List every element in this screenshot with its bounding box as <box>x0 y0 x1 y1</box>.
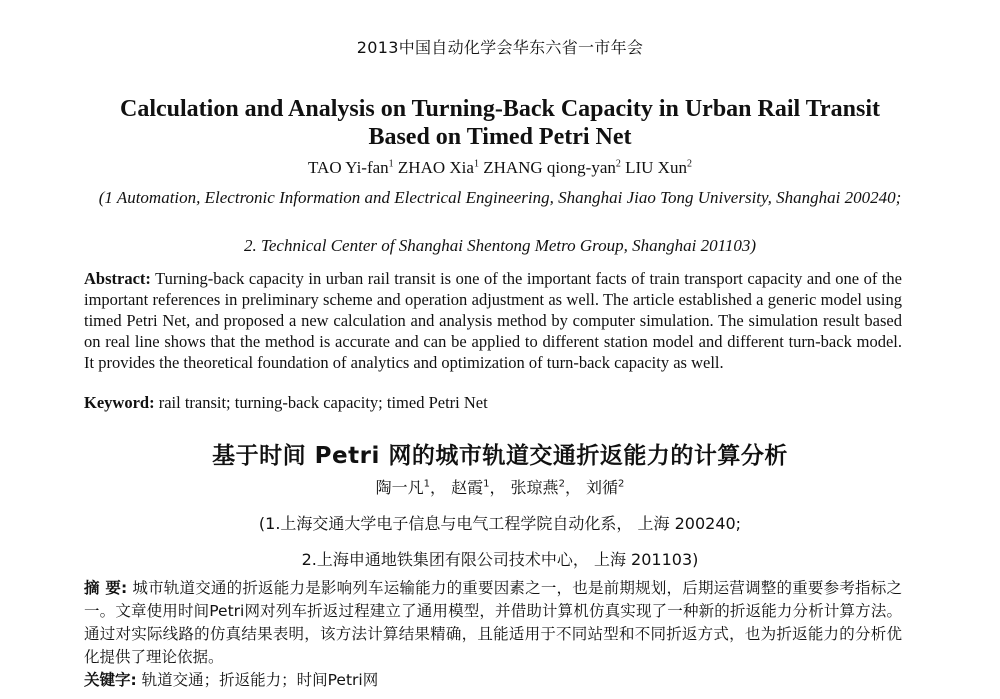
author-name: 刘循 <box>586 478 619 497</box>
english-title-line2: Based on Timed Petri Net <box>368 124 632 150</box>
chinese-abstract <box>84 577 902 669</box>
keyword-label: 关键字: <box>84 671 137 689</box>
author-name: 赵霞 <box>451 478 484 497</box>
author-aff: 1 <box>423 478 430 490</box>
keyword-text: rail transit; turning-back capacity; timed Petri Net <box>158 393 488 412</box>
author-aff: 1 <box>473 158 479 170</box>
chinese-affiliation-1: (1.上海交通大学电子信息与电气工程学院自动化系， 上海 200240; <box>258 514 742 533</box>
author-aff: 2 <box>615 158 621 170</box>
english-affiliation-2: 2. Technical Center of Shanghai Shentong Metro Group, Shanghai 201103) <box>243 236 756 255</box>
author-name: 陶一凡 <box>375 478 424 497</box>
english-abstract <box>84 268 902 373</box>
author-aff: 1 <box>483 478 490 490</box>
chinese-keywords <box>84 668 378 690</box>
author-name: 张琼燕 <box>510 478 559 497</box>
chinese-authors: 陶一凡$^1$， 赵霞$^1$， 张琼燕$^2$， 刘循$^2$ <box>375 478 625 497</box>
abstract-text: Turning-back capacity in urban rail transit is one of the important facts of train transport capacity and one of the important references in preliminary scheme and operation adjustment as well. The article established a generic model using timed Petri Net, and proposed a new calculation and analysis method by computer simulation. The simulation result based on real line shows that the method is accurate and can be applied to different station model and different turn-back model. It provides the theoretical foundation of analytics and optimization of turn-back capacity as well. <box>84 269 903 372</box>
chinese-title: 基于时间 Petri 网的城市轨道交通折返能力的计算分析 <box>212 443 788 469</box>
author-name: ZHANG qiong-yan <box>483 158 616 177</box>
abstract-label: Abstract: <box>84 269 151 288</box>
author-aff: 2 <box>618 478 625 490</box>
author-name: TAO Yi-fan <box>308 158 389 177</box>
abstract-text: 城市轨道交通的折返能力是影响列车运输能力的重要因素之一，也是前期规划，后期运营调整的重要参考指标之一。文章使用时间Petri网对列车折返过程建立了通用模型，并借助计算机仿真实现了一种新的折返能力分析计算方法。通过对实际线路的仿真结果表明，该方法计算结果精确，且能适用于不同站型和不同折返方式，也为折返能力的分析优化提供了理论依据。 <box>84 579 902 666</box>
english-keywords <box>84 393 488 413</box>
abstract-label: 摘 要: <box>84 579 128 597</box>
keyword-label: Keyword: <box>84 393 155 412</box>
author-name: ZHAO Xia <box>397 158 474 177</box>
author-aff: 1 <box>388 158 394 170</box>
author-name: LIU Xun <box>625 158 687 177</box>
english-affiliation-1: (1 Automation, Electronic Information and Electrical Engineering, Shanghai Jiao Tong University, Shanghai 200240; <box>98 188 902 207</box>
author-aff: 2 <box>558 478 565 490</box>
author-aff: 2 <box>686 158 692 170</box>
english-authors <box>0 158 1000 178</box>
keyword-text: 轨道交通；折返能力；时间Petri网 <box>141 671 379 689</box>
conference-header: 2013中国自动化学会华东六省一市年会 <box>356 38 644 57</box>
english-title <box>0 95 1000 151</box>
english-title-line1: Calculation and Analysis on Turning-Back Capacity in Urban Rail Transit <box>120 96 880 122</box>
chinese-affiliation-2: 2.上海申通地铁集团有限公司技术中心， 上海 201103) <box>301 550 699 569</box>
